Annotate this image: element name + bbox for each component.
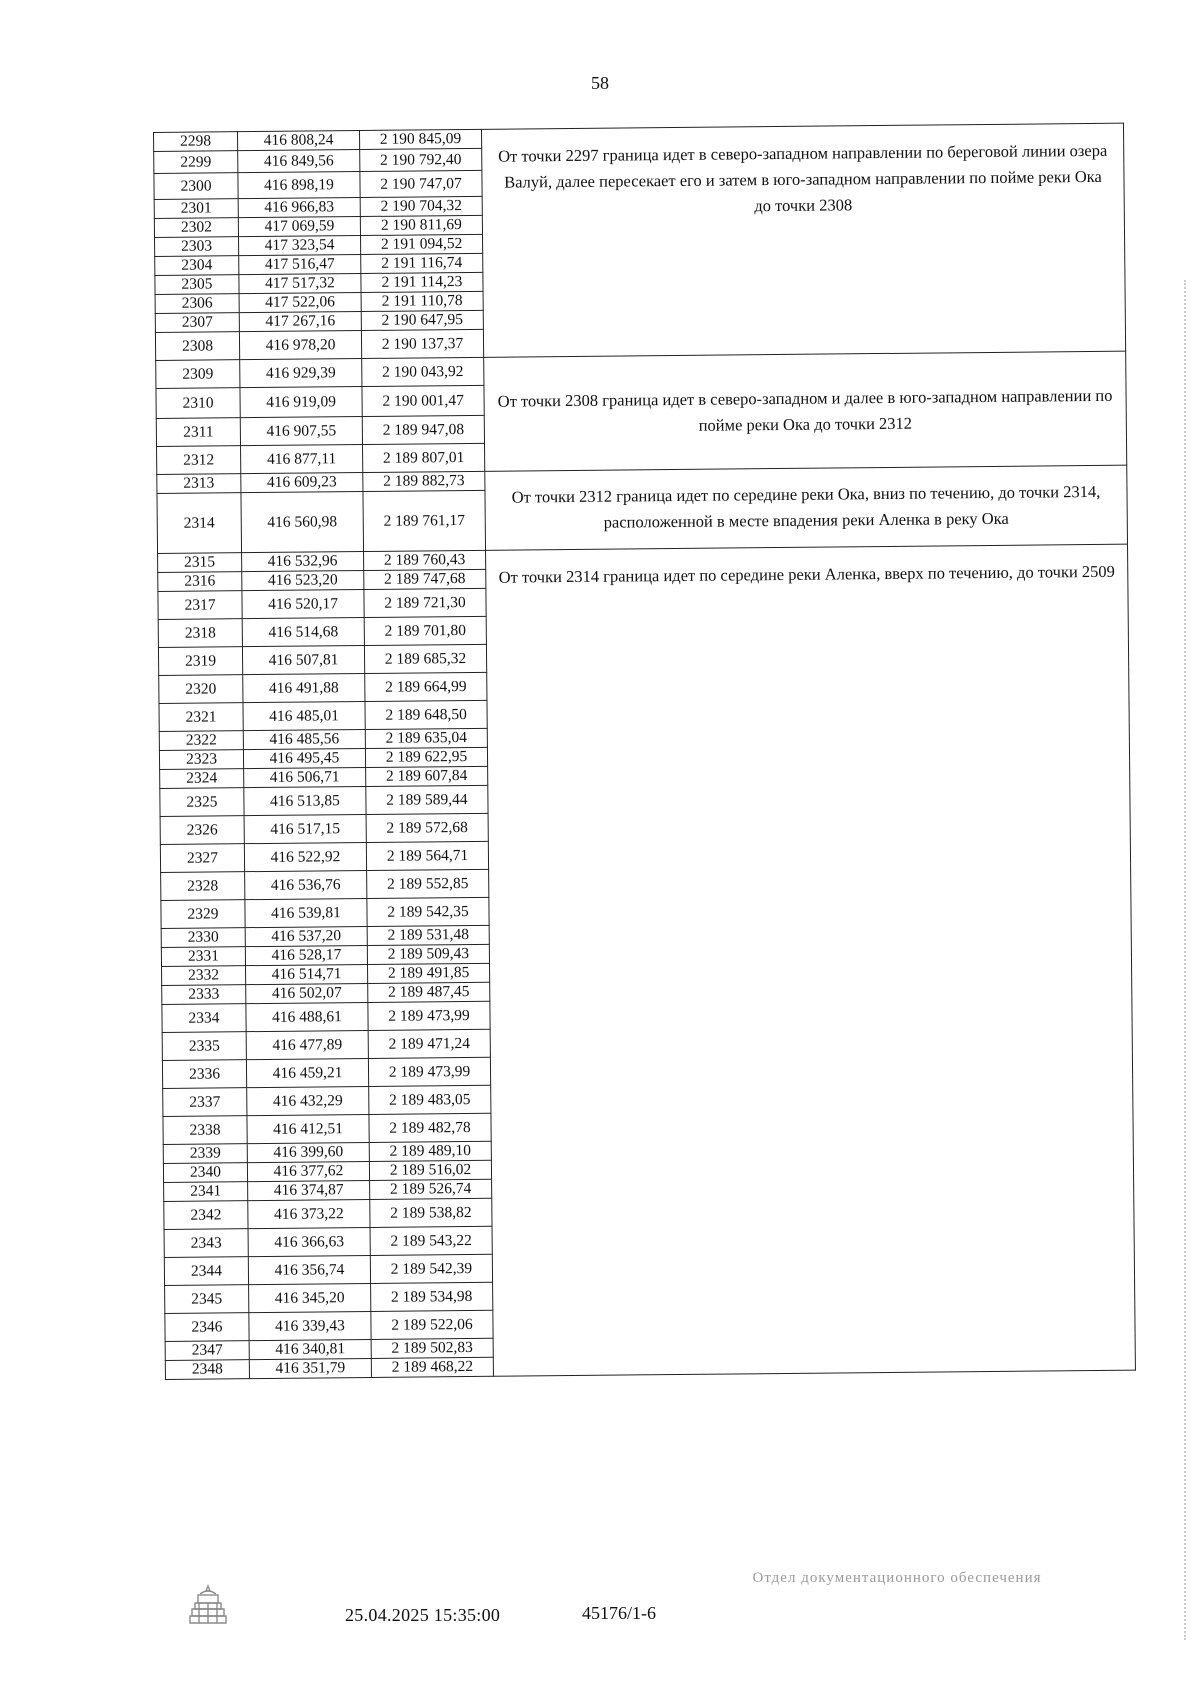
y-coordinate-cell: 2 189 471,24 xyxy=(368,1029,490,1058)
point-number-cell: 2316 xyxy=(158,572,242,592)
y-coordinate-cell: 2 189 882,73 xyxy=(363,471,485,491)
x-coordinate-cell: 416 340,81 xyxy=(249,1339,371,1359)
y-coordinate-cell: 2 189 543,22 xyxy=(370,1226,492,1255)
point-number-cell: 2313 xyxy=(157,474,241,494)
point-number-cell: 2310 xyxy=(156,388,240,419)
y-coordinate-cell: 2 189 721,30 xyxy=(364,588,486,617)
x-coordinate-cell: 416 377,62 xyxy=(247,1161,369,1181)
x-coordinate-cell: 416 507,81 xyxy=(242,645,364,674)
x-coordinate-cell: 416 339,43 xyxy=(249,1311,371,1340)
point-number-cell: 2325 xyxy=(160,788,244,817)
point-number-cell: 2330 xyxy=(161,928,245,948)
y-coordinate-cell: 2 190 811,69 xyxy=(360,215,482,235)
x-coordinate-cell: 416 877,11 xyxy=(241,445,363,474)
y-coordinate-cell: 2 189 701,80 xyxy=(364,616,486,645)
point-number-cell: 2331 xyxy=(161,947,245,967)
y-coordinate-cell: 2 189 483,05 xyxy=(369,1085,491,1114)
point-number-cell: 2307 xyxy=(155,313,239,333)
x-coordinate-cell: 416 399,60 xyxy=(247,1142,369,1162)
x-coordinate-cell: 416 506,71 xyxy=(244,767,366,787)
x-coordinate-cell: 417 069,59 xyxy=(238,217,360,237)
x-coordinate-cell: 416 488,61 xyxy=(246,1002,368,1031)
x-coordinate-cell: 416 907,55 xyxy=(240,417,362,446)
y-coordinate-cell: 2 189 635,04 xyxy=(365,728,487,748)
x-coordinate-cell: 417 522,06 xyxy=(239,293,361,313)
y-coordinate-cell: 2 189 607,84 xyxy=(366,766,488,786)
point-number-cell: 2328 xyxy=(161,872,245,901)
point-number-cell: 2345 xyxy=(165,1285,249,1314)
x-coordinate-cell: 416 485,01 xyxy=(243,701,365,730)
y-coordinate-cell: 2 189 489,10 xyxy=(369,1141,491,1161)
point-number-cell: 2298 xyxy=(154,132,238,152)
y-coordinate-cell: 2 189 564,71 xyxy=(366,841,488,870)
point-number-cell: 2318 xyxy=(158,619,242,648)
x-coordinate-cell: 416 366,63 xyxy=(248,1227,370,1256)
y-coordinate-cell: 2 191 116,74 xyxy=(361,253,483,273)
x-coordinate-cell: 416 929,39 xyxy=(240,359,362,388)
x-coordinate-cell: 416 808,24 xyxy=(238,131,360,151)
y-coordinate-cell: 2 190 845,09 xyxy=(359,129,481,149)
y-coordinate-cell: 2 189 572,68 xyxy=(366,813,488,842)
point-number-cell: 2305 xyxy=(155,275,239,295)
boundary-description-cell: От точки 2314 граница идет по середине реки Аленка, вверх по течению, до точки 2509 xyxy=(486,544,1136,1376)
emblem-stamp-icon xyxy=(186,1583,230,1629)
x-coordinate-cell: 416 517,15 xyxy=(244,814,366,843)
x-coordinate-cell: 416 351,79 xyxy=(249,1358,371,1378)
y-coordinate-cell: 2 189 664,99 xyxy=(365,672,487,701)
point-number-cell: 2346 xyxy=(165,1313,249,1342)
point-number-cell: 2299 xyxy=(154,151,238,174)
point-number-cell: 2308 xyxy=(155,332,239,361)
scan-edge-marks xyxy=(1184,280,1200,1640)
point-number-cell: 2335 xyxy=(162,1032,246,1061)
y-coordinate-cell: 2 189 542,39 xyxy=(370,1254,492,1283)
x-coordinate-cell: 417 323,54 xyxy=(239,236,361,256)
x-coordinate-cell: 416 432,29 xyxy=(247,1086,369,1115)
y-coordinate-cell: 2 190 137,37 xyxy=(361,329,483,358)
point-number-cell: 2323 xyxy=(159,750,243,770)
point-number-cell: 2340 xyxy=(163,1163,247,1183)
x-coordinate-cell: 416 978,20 xyxy=(239,331,361,360)
point-number-cell: 2348 xyxy=(165,1360,249,1380)
y-coordinate-cell: 2 189 487,45 xyxy=(368,982,490,1002)
y-coordinate-cell: 2 190 647,95 xyxy=(361,310,483,330)
x-coordinate-cell: 416 374,87 xyxy=(248,1180,370,1200)
y-coordinate-cell: 2 189 534,98 xyxy=(371,1282,493,1311)
y-coordinate-cell: 2 189 531,48 xyxy=(367,925,489,945)
boundary-description-cell: От точки 2312 граница идет по середине реки Ока, вниз по течению, до точки 2314, расположенной в месте впадения реки Аленка в реку Ока xyxy=(485,465,1128,550)
point-number-cell: 2336 xyxy=(162,1060,246,1089)
y-coordinate-cell: 2 189 947,08 xyxy=(362,415,484,444)
point-number-cell: 2333 xyxy=(162,985,246,1005)
x-coordinate-cell: 416 536,76 xyxy=(245,870,367,899)
x-coordinate-cell: 416 539,81 xyxy=(245,898,367,927)
point-number-cell: 2347 xyxy=(165,1341,249,1361)
y-coordinate-cell: 2 189 622,95 xyxy=(365,747,487,767)
boundary-description-cell: От точки 2308 граница идет в северо-западном и далее в юго-западном направлении по пойме реки Ока до точки 2312 xyxy=(484,351,1127,471)
y-coordinate-cell: 2 189 491,85 xyxy=(368,963,490,983)
footer-datetime: 25.04.2025 15:35:00 xyxy=(345,1605,501,1625)
point-number-cell: 2300 xyxy=(154,173,238,200)
point-number-cell: 2320 xyxy=(159,675,243,704)
x-coordinate-cell: 416 491,88 xyxy=(243,673,365,702)
boundary-description-cell: От точки 2297 граница идет в северо-западном направлении по береговой линии озера Валуй, далее пересекает его и затем в юго-западном направлении по пойме реки Ока до точки 2308 xyxy=(481,123,1125,357)
x-coordinate-cell: 416 560,98 xyxy=(241,492,364,553)
y-coordinate-cell: 2 190 001,47 xyxy=(362,385,484,416)
y-coordinate-cell: 2 189 473,99 xyxy=(368,1057,490,1086)
coordinates-table-wrapper xyxy=(153,123,1135,1380)
y-coordinate-cell: 2 189 526,74 xyxy=(370,1179,492,1199)
page-number: 58 xyxy=(591,73,609,93)
point-number-cell: 2304 xyxy=(155,256,239,276)
y-coordinate-cell: 2 189 648,50 xyxy=(365,700,487,729)
y-coordinate-cell: 2 189 482,78 xyxy=(369,1113,491,1142)
point-number-cell: 2301 xyxy=(154,199,238,219)
y-coordinate-cell: 2 191 114,23 xyxy=(361,272,483,292)
point-number-cell: 2306 xyxy=(155,294,239,314)
x-coordinate-cell: 416 849,56 xyxy=(238,150,360,173)
table-row xyxy=(154,123,1124,151)
y-coordinate-cell: 2 189 468,22 xyxy=(371,1357,493,1377)
y-coordinate-cell: 2 191 110,78 xyxy=(361,291,483,311)
x-coordinate-cell: 416 528,17 xyxy=(245,945,367,965)
x-coordinate-cell: 417 267,16 xyxy=(239,312,361,332)
y-coordinate-cell: 2 189 473,99 xyxy=(368,1001,490,1030)
footer-department-stamp: Отдел документационного обеспечения xyxy=(752,1570,1042,1586)
point-number-cell: 2326 xyxy=(160,816,244,845)
x-coordinate-cell: 416 502,07 xyxy=(246,983,368,1003)
x-coordinate-cell: 416 485,56 xyxy=(243,729,365,749)
y-coordinate-cell: 2 189 552,85 xyxy=(367,869,489,898)
point-number-cell: 2302 xyxy=(154,218,238,238)
y-coordinate-cell: 2 190 747,07 xyxy=(360,170,482,197)
x-coordinate-cell: 416 609,23 xyxy=(241,473,363,493)
coordinates-table-body xyxy=(154,123,1136,1379)
y-coordinate-cell: 2 189 516,02 xyxy=(369,1160,491,1180)
footer-doc-number: 45176/1-6 xyxy=(582,1603,656,1623)
x-coordinate-cell: 416 966,83 xyxy=(238,198,360,218)
x-coordinate-cell: 416 412,51 xyxy=(247,1114,369,1143)
point-number-cell: 2309 xyxy=(156,360,240,389)
x-coordinate-cell: 416 356,74 xyxy=(248,1255,370,1284)
y-coordinate-cell: 2 189 509,43 xyxy=(367,944,489,964)
x-coordinate-cell: 416 495,45 xyxy=(243,748,365,768)
point-number-cell: 2341 xyxy=(164,1182,248,1202)
x-coordinate-cell: 416 459,21 xyxy=(246,1058,368,1087)
x-coordinate-cell: 416 514,71 xyxy=(246,964,368,984)
y-coordinate-cell: 2 189 589,44 xyxy=(366,785,488,814)
y-coordinate-cell: 2 191 094,52 xyxy=(361,234,483,254)
y-coordinate-cell: 2 189 761,17 xyxy=(363,490,486,551)
point-number-cell: 2324 xyxy=(160,769,244,789)
coordinates-table xyxy=(153,123,1136,1380)
x-coordinate-cell: 416 532,96 xyxy=(242,551,364,571)
point-number-cell: 2311 xyxy=(156,418,240,447)
y-coordinate-cell: 2 189 538,82 xyxy=(370,1198,492,1227)
point-number-cell: 2339 xyxy=(163,1144,247,1164)
x-coordinate-cell: 416 523,20 xyxy=(242,570,364,590)
y-coordinate-cell: 2 189 747,68 xyxy=(364,569,486,589)
x-coordinate-cell: 416 522,92 xyxy=(244,842,366,871)
y-coordinate-cell: 2 189 522,06 xyxy=(371,1310,493,1339)
point-number-cell: 2317 xyxy=(158,591,242,620)
point-number-cell: 2334 xyxy=(162,1004,246,1033)
point-number-cell: 2303 xyxy=(155,237,239,257)
point-number-cell: 2337 xyxy=(163,1088,247,1117)
y-coordinate-cell: 2 190 792,40 xyxy=(360,148,482,171)
x-coordinate-cell: 416 520,17 xyxy=(242,589,364,618)
x-coordinate-cell: 416 373,22 xyxy=(248,1199,370,1228)
x-coordinate-cell: 417 516,47 xyxy=(239,255,361,275)
y-coordinate-cell: 2 189 502,83 xyxy=(371,1338,493,1358)
y-coordinate-cell: 2 189 760,43 xyxy=(364,550,486,570)
x-coordinate-cell: 416 537,20 xyxy=(245,926,367,946)
y-coordinate-cell: 2 189 807,01 xyxy=(363,443,485,472)
point-number-cell: 2315 xyxy=(158,553,242,573)
point-number-cell: 2344 xyxy=(164,1257,248,1286)
point-number-cell: 2312 xyxy=(157,446,241,475)
point-number-cell: 2319 xyxy=(158,647,242,676)
point-number-cell: 2321 xyxy=(159,703,243,732)
x-coordinate-cell: 416 898,19 xyxy=(238,172,360,199)
x-coordinate-cell: 417 517,32 xyxy=(239,274,361,294)
x-coordinate-cell: 416 919,09 xyxy=(240,387,362,418)
point-number-cell: 2329 xyxy=(161,900,245,929)
y-coordinate-cell: 2 190 043,92 xyxy=(362,357,484,386)
point-number-cell: 2332 xyxy=(162,966,246,986)
point-number-cell: 2343 xyxy=(164,1229,248,1258)
point-number-cell: 2342 xyxy=(164,1201,248,1230)
point-number-cell: 2322 xyxy=(159,731,243,751)
y-coordinate-cell: 2 189 542,35 xyxy=(367,897,489,926)
y-coordinate-cell: 2 190 704,32 xyxy=(360,196,482,216)
point-number-cell: 2314 xyxy=(157,493,242,554)
x-coordinate-cell: 416 514,68 xyxy=(242,617,364,646)
y-coordinate-cell: 2 189 685,32 xyxy=(364,644,486,673)
x-coordinate-cell: 416 477,89 xyxy=(246,1030,368,1059)
x-coordinate-cell: 416 345,20 xyxy=(249,1283,371,1312)
x-coordinate-cell: 416 513,85 xyxy=(244,786,366,815)
point-number-cell: 2327 xyxy=(160,844,244,873)
point-number-cell: 2338 xyxy=(163,1116,247,1145)
